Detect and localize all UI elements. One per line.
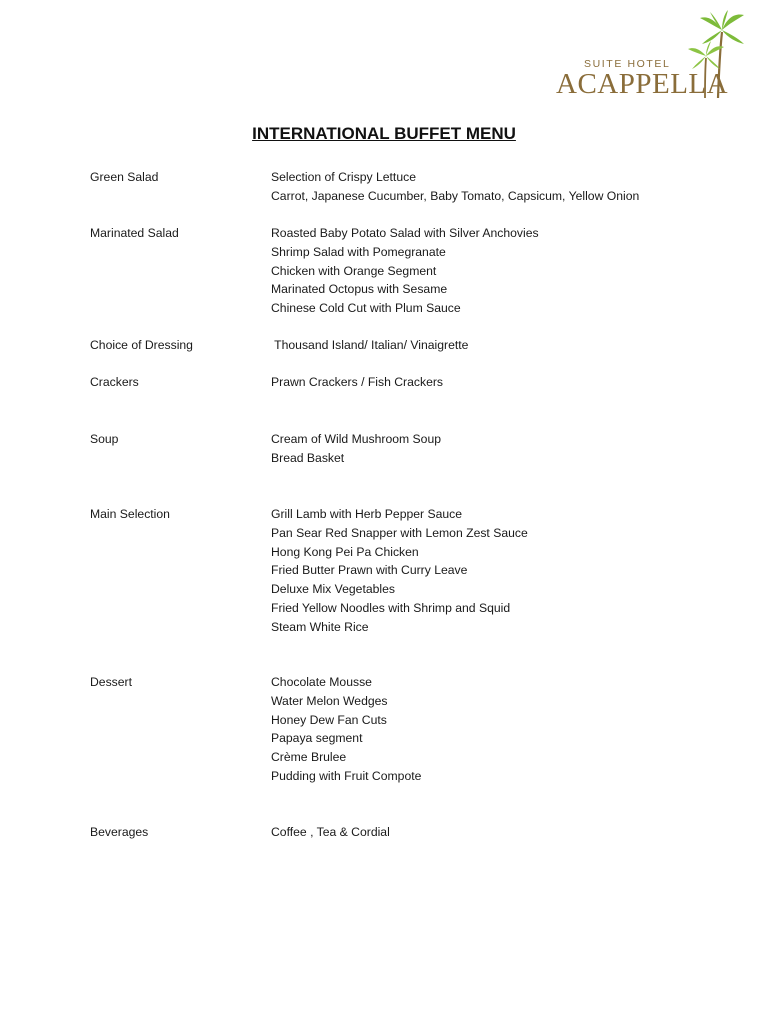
menu-item: Fried Yellow Noodles with Shrimp and Squid	[271, 600, 511, 615]
menu-item: Grill Lamb with Herb Pepper Sauce	[271, 507, 463, 521]
menu-item: Chinese Cold Cut with Plum Sauce	[271, 301, 461, 316]
menu-item: Pan Sear Red Snapper with Lemon Zest Sauce	[271, 525, 528, 540]
menu-category: Choice of Dressing	[90, 338, 193, 352]
menu-item: Chocolate Mousse	[271, 675, 372, 689]
menu-item: Honey Dew Fan Cuts	[271, 712, 387, 727]
menu-item: Fried Butter Prawn with Curry Leave	[271, 563, 468, 578]
menu-item: Bread Basket	[271, 450, 345, 465]
menu-category: Crackers	[90, 375, 139, 389]
menu-item: Thousand Island/ Italian/ Vinaigrette	[271, 338, 469, 352]
hotel-logo	[556, 10, 756, 105]
menu-item: Hong Kong Pei Pa Chicken	[271, 544, 419, 559]
menu-item: Prawn Crackers / Fish Crackers	[271, 375, 444, 389]
menu-item: Coffee , Tea & Cordial	[271, 825, 390, 839]
menu-category: Soup	[90, 432, 119, 446]
menu-item-list	[271, 168, 639, 206]
menu-item: Papaya segment	[271, 731, 363, 746]
menu-category: Dessert	[90, 675, 132, 689]
menu-item-list	[271, 823, 390, 842]
menu-item: Cream of Wild Mushroom Soup	[271, 432, 442, 446]
menu-category: Main Selection	[90, 507, 170, 521]
menu-item-list	[271, 373, 443, 392]
menu-item: Pudding with Fruit Compote	[271, 768, 422, 783]
menu-category: Beverages	[90, 825, 149, 839]
menu-item: Roasted Baby Potato Salad with Silver Anchovies	[271, 226, 539, 240]
menu-item-list	[271, 336, 468, 355]
menu-item: Deluxe Mix Vegetables	[271, 582, 395, 597]
menu-item: Marinated Octopus with Sesame	[271, 282, 448, 297]
menu-item: Water Melon Wedges	[271, 693, 388, 708]
menu-item: Carrot, Japanese Cucumber, Baby Tomato, Capsicum, Yellow Onion	[271, 188, 640, 203]
menu-item: Steam White Rice	[271, 619, 369, 634]
menu-item-list	[271, 673, 421, 786]
menu-item: Crème Brulee	[271, 750, 347, 765]
menu-item: Selection of Crispy Lettuce	[271, 170, 416, 184]
menu-item: Shrimp Salad with Pomegranate	[271, 244, 446, 259]
logo-subtitle: SUITE HOTEL	[584, 58, 671, 70]
menu-item-list	[271, 430, 441, 468]
menu-item: Chicken with Orange Segment	[271, 263, 437, 278]
logo-name: ACAPPELLA	[556, 68, 729, 100]
menu-item-list	[271, 224, 539, 318]
menu-category: Marinated Salad	[90, 226, 179, 240]
menu-category: Green Salad	[90, 170, 159, 184]
menu-item-list	[271, 505, 528, 637]
menu-title: INTERNATIONAL BUFFET MENU	[252, 124, 516, 143]
